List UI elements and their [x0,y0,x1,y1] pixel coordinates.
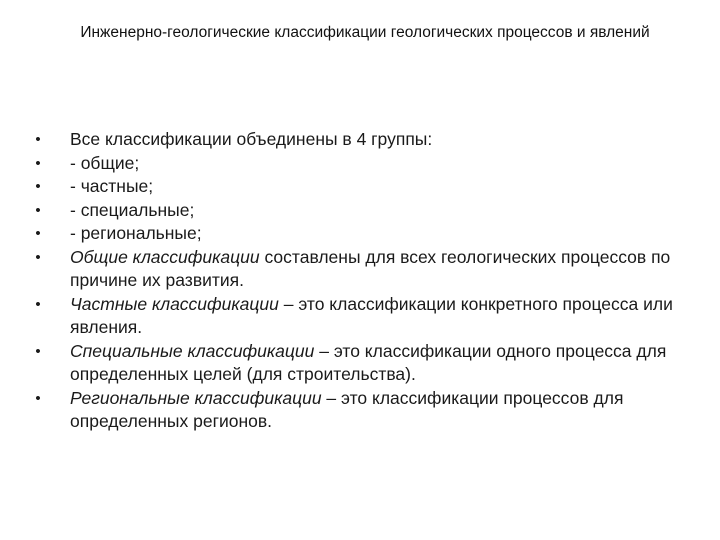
item-text: составлены для всех геологических процессов по причине их развития. [70,246,671,290]
list-item [30,175,690,199]
bullet-icon: • [35,389,41,407]
item-text: - частные; [70,176,154,196]
item-text: – это классификации одного процесса для определенных целей (для строительства). [70,340,667,384]
item-emphasis: Общие классификации [70,246,260,267]
item-text: – это классификации конкретного процесса или явления. [70,293,673,337]
item-text: - специальные; [70,199,195,220]
bullet-icon: • [35,131,41,148]
list-item [30,246,690,293]
item-emphasis: Частные классификации [70,293,279,314]
bullet-icon: • [35,248,41,266]
bullet-icon: • [35,201,41,219]
item-text: - общие; [70,152,140,173]
item-text: Все классификации объединены в 4 группы: [70,129,433,149]
list-item [30,222,690,246]
list-item [30,152,690,176]
bullet-list [30,128,690,434]
item-text: - региональные; [70,223,202,243]
list-item [30,128,690,152]
list-item [30,293,690,340]
item-text: – это классификации процессов для определенных регионов. [70,387,624,431]
bullet-icon: • [35,154,41,172]
bullet-icon: • [35,225,41,242]
item-emphasis: Региональные классификации [70,387,322,408]
bullet-icon: • [35,342,41,360]
bullet-icon: • [35,178,41,195]
bullet-icon: • [35,295,41,313]
item-emphasis: Специальные классификации [70,340,315,361]
slide-title: Инженерно-геологические классификации геологических процессов и явлений [80,24,650,41]
list-item [30,199,690,223]
list-item [30,340,690,387]
list-item [30,387,690,434]
